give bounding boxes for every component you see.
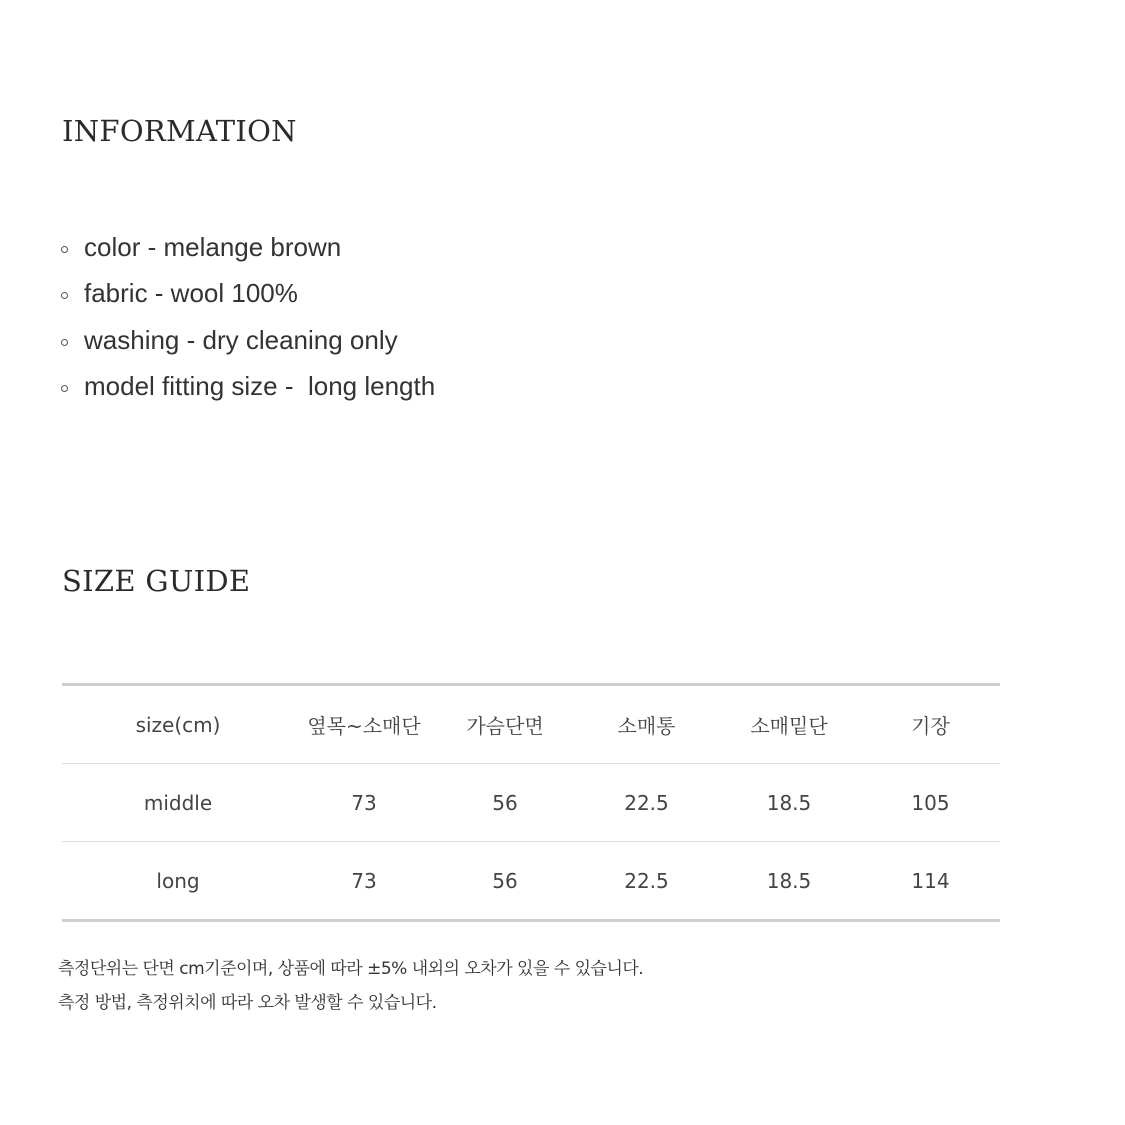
bullet-icon xyxy=(61,246,68,253)
info-item-fabric xyxy=(60,271,435,318)
header-length: 기장 xyxy=(861,685,1000,764)
cell-shoulder-to-sleeve: 73 xyxy=(351,868,377,893)
bullet-icon xyxy=(61,385,68,392)
info-item-washing xyxy=(60,317,435,364)
info-item-color xyxy=(60,224,435,271)
header-shoulder-to-sleeve: 옆목~소매단 xyxy=(294,685,434,764)
cell-size: long xyxy=(156,868,200,893)
note-line: 측정 방법, 측정위치에 따라 오차 발생할 수 있습니다. xyxy=(58,993,437,1013)
cell-sleeve-width: 22.5 xyxy=(576,764,717,842)
header-size: size(cm) xyxy=(62,685,294,764)
bullet-icon xyxy=(61,339,68,346)
header-sleeve-hem: 소매밑단 xyxy=(717,685,861,764)
cell-length: 114 xyxy=(911,868,950,893)
info-item-model-size xyxy=(60,364,435,411)
info-item-text: model fitting size - long length xyxy=(84,371,436,402)
information-title: INFORMATION xyxy=(62,114,297,148)
size-guide-title: SIZE GUIDE xyxy=(62,564,251,598)
information-list xyxy=(60,224,435,410)
note-line: 측정단위는 단면 cm기준이며, 상품에 따라 ±5% 내외의 오차가 있을 수 있습니다. xyxy=(58,959,644,979)
cell-length: 105 xyxy=(861,764,1000,842)
cell-shoulder-to-sleeve: 73 xyxy=(294,764,434,842)
size-guide-table xyxy=(62,683,1000,922)
header-chest: 가슴단면 xyxy=(434,685,576,764)
header-sleeve-width: 소매통 xyxy=(576,685,717,764)
info-item-text: washing - dry cleaning only xyxy=(84,324,398,355)
cell-size: middle xyxy=(62,764,294,842)
bullet-icon xyxy=(61,292,68,299)
table-row xyxy=(62,764,1000,842)
info-item-text: fabric - wool 100% xyxy=(84,278,298,309)
table-row xyxy=(62,842,1000,921)
cell-sleeve-hem: 18.5 xyxy=(717,764,861,842)
info-item-text: color - melange brown xyxy=(84,231,342,262)
cell-chest: 56 xyxy=(434,764,576,842)
cell-sleeve-hem: 18.5 xyxy=(766,868,812,893)
table-header-row xyxy=(62,685,1000,764)
cell-chest: 56 xyxy=(492,868,518,893)
cell-sleeve-width: 22.5 xyxy=(624,868,669,893)
measurement-notes xyxy=(58,955,643,1023)
